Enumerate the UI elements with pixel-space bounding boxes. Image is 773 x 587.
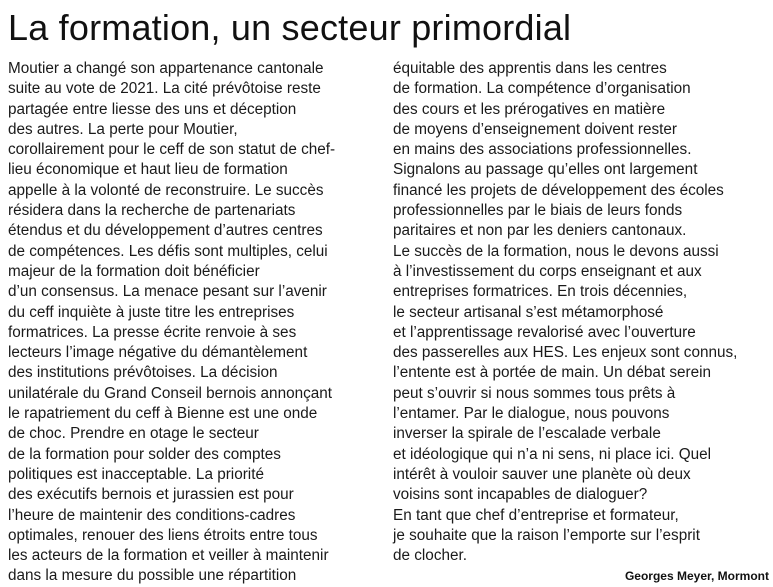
text-line: suite au vote de 2021. La cité prévôtoise reste bbox=[8, 80, 321, 98]
text-line: équitable des apprentis dans les centres bbox=[393, 60, 667, 77]
text-line: peut s’ouvrir si nous sommes tous prêts à bbox=[393, 384, 676, 402]
text-line: du ceff inquiète à juste titre les entreprises bbox=[8, 303, 295, 321]
text-line: des passerelles aux HES. Les enjeux sont connus, bbox=[393, 344, 738, 362]
author-signature: Georges Meyer, Mormont bbox=[624, 569, 769, 583]
text-line: intérêt à vouloir sauver une planète où deux bbox=[393, 465, 691, 483]
text-line: l’entente est à portée de main. Un débat serein bbox=[393, 364, 712, 382]
text-line: les acteurs de la formation et veiller à maintenir bbox=[8, 547, 329, 565]
text-line: inverser la spirale de l’escalade verbale bbox=[393, 425, 661, 443]
text-line: résidera dans la recherche de partenariats bbox=[8, 202, 296, 220]
text-line: Signalons au passage qu’elles ont largement bbox=[393, 161, 698, 179]
text-line: des cours et les prérogatives en matière bbox=[393, 100, 666, 118]
text-line: lecteurs l’image négative du démantèlement bbox=[8, 344, 308, 362]
text-line: de formation. La compétence d’organisation bbox=[393, 80, 691, 98]
text-line: unilatérale du Grand Conseil bernois annonçant bbox=[8, 384, 332, 402]
text-line: de compétences. Les défis sont multiples, celui bbox=[8, 242, 328, 260]
text-line: paritaires et non par les deniers cantonaux. bbox=[393, 222, 687, 240]
text-line: des institutions prévôtoises. La décision bbox=[8, 364, 278, 382]
text-line: politiques est inacceptable. La priorité bbox=[8, 465, 264, 483]
text-line: majeur de la formation doit bénéficier bbox=[8, 262, 260, 280]
text-line: le rapatriement du ceff à Bienne est une onde bbox=[8, 405, 318, 423]
text-line: à l’investissement du corps enseignant et aux bbox=[393, 262, 702, 280]
text-line: l’entamer. Par le dialogue, nous pouvons bbox=[393, 405, 670, 423]
text-line: optimales, renouer des liens étroits entre tous bbox=[8, 526, 318, 544]
text-line: de clocher. bbox=[393, 547, 467, 565]
text-line: voisins sont incapables de dialoguer? bbox=[393, 486, 648, 504]
text-line: dans la mesure du possible une répartition bbox=[8, 567, 297, 585]
text-line: et idéologique qui n’a ni sens, ni place ici. Quel bbox=[393, 445, 712, 463]
text-line: partagée entre liesse des uns et déception bbox=[8, 100, 297, 118]
article-right-column bbox=[393, 59, 765, 566]
article-left-column bbox=[8, 59, 380, 587]
text-line: appelle à la volonté de reconstruire. Le succès bbox=[8, 181, 324, 199]
text-line: des autres. La perte pour Moutier, bbox=[8, 120, 238, 138]
text-line: et l’apprentissage revalorisé avec l’ouverture bbox=[393, 323, 696, 341]
article-title: La formation, un secteur primordial bbox=[8, 7, 572, 48]
text-line: l’heure de maintenir des conditions-cadres bbox=[8, 506, 296, 524]
text-line: le secteur artisanal s’est métamorphosé bbox=[393, 303, 664, 321]
text-line: En tant que chef d’entreprise et formateur, bbox=[393, 506, 679, 524]
text-line: corollairement pour le ceff de son statut de chef- bbox=[8, 141, 336, 159]
text-line: professionnelles par le biais de leurs fonds bbox=[393, 202, 683, 220]
text-line: en mains des associations professionnelles. bbox=[393, 141, 692, 159]
text-line: lieu économique et haut lieu de formation bbox=[8, 161, 288, 179]
text-line: de choc. Prendre en otage le secteur bbox=[8, 425, 259, 443]
text-line: de moyens d’enseignement doivent rester bbox=[393, 120, 678, 138]
text-line: étendus et du développement d’autres centres bbox=[8, 222, 323, 240]
text-line: des exécutifs bernois et jurassien est pour bbox=[8, 486, 294, 504]
text-line: je souhaite que la raison l’emporte sur l’esprit bbox=[393, 526, 700, 544]
text-line: Moutier a changé son appartenance cantonale bbox=[8, 60, 324, 77]
text-line: formatrices. La presse écrite renvoie à ses bbox=[8, 323, 297, 341]
text-line: de la formation pour solder des comptes bbox=[8, 445, 281, 463]
text-line: Le succès de la formation, nous le devons aussi bbox=[393, 242, 719, 260]
text-line: entreprises formatrices. En trois décennies, bbox=[393, 283, 688, 301]
text-line: financé les projets de développement des écoles bbox=[393, 181, 724, 199]
text-line: d’un consensus. La menace pesant sur l’avenir bbox=[8, 283, 327, 301]
